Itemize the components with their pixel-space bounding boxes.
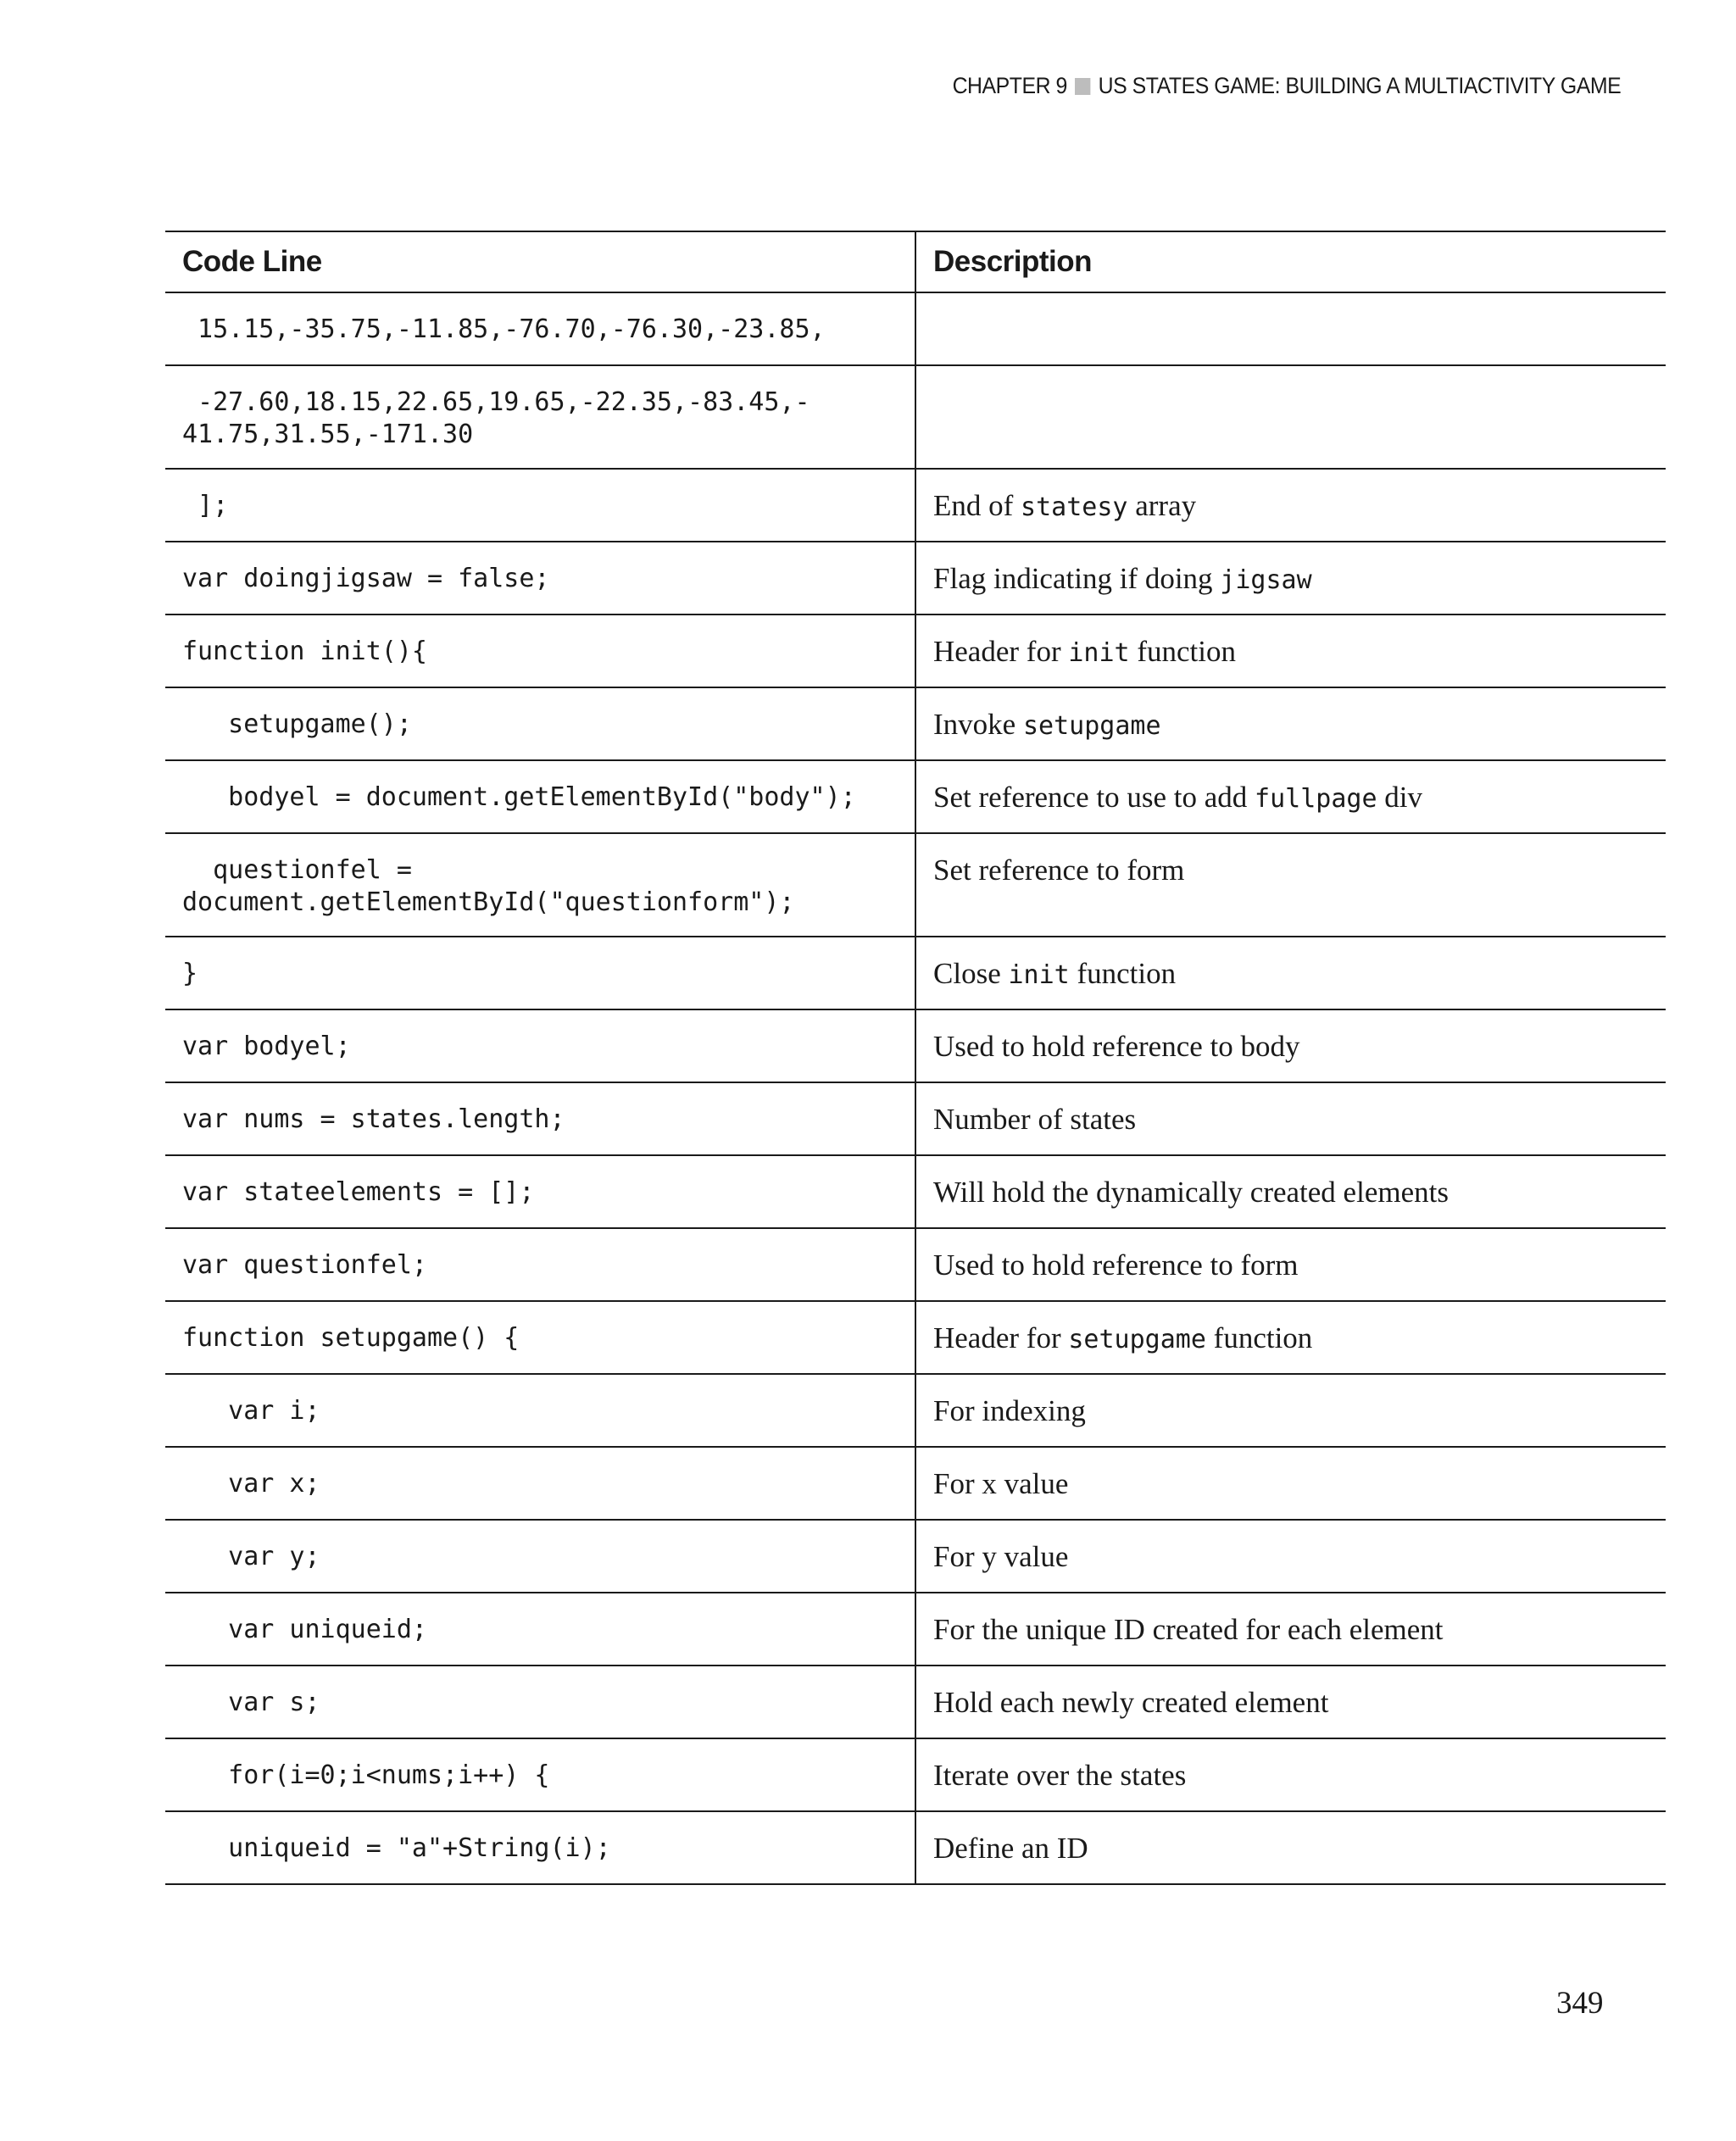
code-line-cell: } [182,959,198,988]
description-text: For the unique ID created for each element [933,1613,1444,1646]
table-row [165,1738,1666,1811]
chapter-title: US STATES GAME: BUILDING A MULTIACTIVITY GAME [1098,73,1621,98]
code-description-table [165,231,1666,1885]
description-text: Invoke [933,708,1023,741]
description-text: Set reference to form [933,854,1185,887]
running-head [952,73,1621,99]
description-cell [915,1811,1666,1884]
code-line-cell: for(i=0;i<nums;i++) { [182,1760,550,1790]
table-row [165,1520,1666,1593]
code-line-cell: questionfel = document.getElementById("questionform"); [182,855,795,917]
code-line-cell: 15.15,-35.75,-11.85,-76.70,-76.30,-23.85, [182,314,826,344]
code-line-cell: -27.60,18.15,22.65,19.65,-22.35,-83.45,- 41.75,31.55,-171.30 [182,387,810,449]
description-text: Header for [933,635,1069,668]
separator-square-icon [1075,78,1090,95]
code-line-cell: var i; [182,1396,320,1426]
table-row [165,760,1666,833]
code-line-cell: var bodyel; [182,1032,351,1061]
description-cell [915,1447,1666,1520]
description-text: function [1129,635,1236,668]
code-line-cell: bodyel = document.getElementById("body"); [182,782,856,812]
code-line-cell: var questionfel; [182,1250,427,1280]
code-line-cell: var doingjigsaw = false; [182,564,550,593]
inline-code: jigsaw [1220,565,1312,595]
code-line-cell: var s; [182,1688,320,1717]
table-body [165,292,1666,1884]
description-cell [915,365,1666,469]
inline-code: init [1008,960,1070,990]
inline-code: setupgame [1022,711,1161,741]
description-cell [915,1738,1666,1811]
code-line-header: Code Line [182,245,322,278]
description-text: Hold each newly created element [933,1686,1329,1719]
description-text: Used to hold reference to form [933,1248,1299,1282]
table-row [165,1155,1666,1228]
description-cell [915,1593,1666,1666]
description-cell [915,833,1666,937]
table-row [165,292,1666,365]
table-row [165,542,1666,614]
description-cell [915,1301,1666,1374]
description-cell [915,1082,1666,1155]
code-line-cell: function init(){ [182,637,427,666]
table-row [165,614,1666,687]
table-row [165,1593,1666,1666]
description-text: array [1127,489,1197,522]
table-row [165,365,1666,469]
inline-code: setupgame [1068,1325,1206,1354]
description-text: Close [933,957,1009,990]
description-cell [915,469,1666,542]
code-line-cell: function setupgame() { [182,1323,520,1353]
table-row [165,1228,1666,1301]
description-cell [915,614,1666,687]
code-line-cell: var y; [182,1542,320,1571]
description-text: Iterate over the states [933,1759,1187,1792]
code-line-cell: var x; [182,1469,320,1499]
description-cell [915,1374,1666,1447]
description-text: For indexing [933,1394,1086,1427]
table-row [165,1811,1666,1884]
description-text: Flag indicating if doing [933,562,1221,595]
description-cell [915,1520,1666,1593]
inline-code: init [1068,638,1130,668]
inline-code: statesy [1021,492,1128,522]
description-text: Set reference to use to add [933,781,1255,814]
description-cell [915,292,1666,365]
table-row [165,687,1666,760]
code-line-cell: var nums = states.length; [182,1104,565,1134]
description-text: function [1069,957,1177,990]
code-line-cell: var uniqueid; [182,1615,427,1644]
table-header-row [165,231,1666,292]
table-row [165,1374,1666,1447]
description-text: Define an ID [933,1832,1088,1865]
code-line-cell: var stateelements = []; [182,1177,535,1207]
description-text: Number of states [933,1103,1137,1136]
table-row [165,1009,1666,1082]
description-text: div [1377,781,1422,814]
code-line-cell: ]; [182,491,229,520]
inline-code: fullpage [1255,784,1377,814]
description-text: For x value [933,1467,1069,1500]
description-cell [915,937,1666,1009]
table-row [165,1082,1666,1155]
description-cell [915,1228,1666,1301]
description-header: Description [915,231,1666,292]
description-cell [915,542,1666,614]
table-row [165,1666,1666,1738]
code-line-cell: setupgame(); [182,709,412,739]
description-text: End of [933,489,1021,522]
code-line-cell: uniqueid = "a"+String(i); [182,1833,611,1863]
description-cell [915,1009,1666,1082]
description-cell [915,1155,1666,1228]
description-cell [915,1666,1666,1738]
table-row [165,469,1666,542]
description-text: Will hold the dynamically created elements [933,1176,1449,1209]
table-row [165,1301,1666,1374]
description-text: function [1205,1321,1313,1354]
table-row [165,833,1666,937]
chapter-label: CHAPTER 9 [952,73,1067,98]
description-text: For y value [933,1540,1069,1573]
table-row [165,937,1666,1009]
page-number: 349 [1556,1986,1604,2021]
description-text: Used to hold reference to body [933,1030,1300,1063]
description-text: Header for [933,1321,1069,1354]
table-row [165,1447,1666,1520]
description-cell [915,687,1666,760]
description-cell [915,760,1666,833]
